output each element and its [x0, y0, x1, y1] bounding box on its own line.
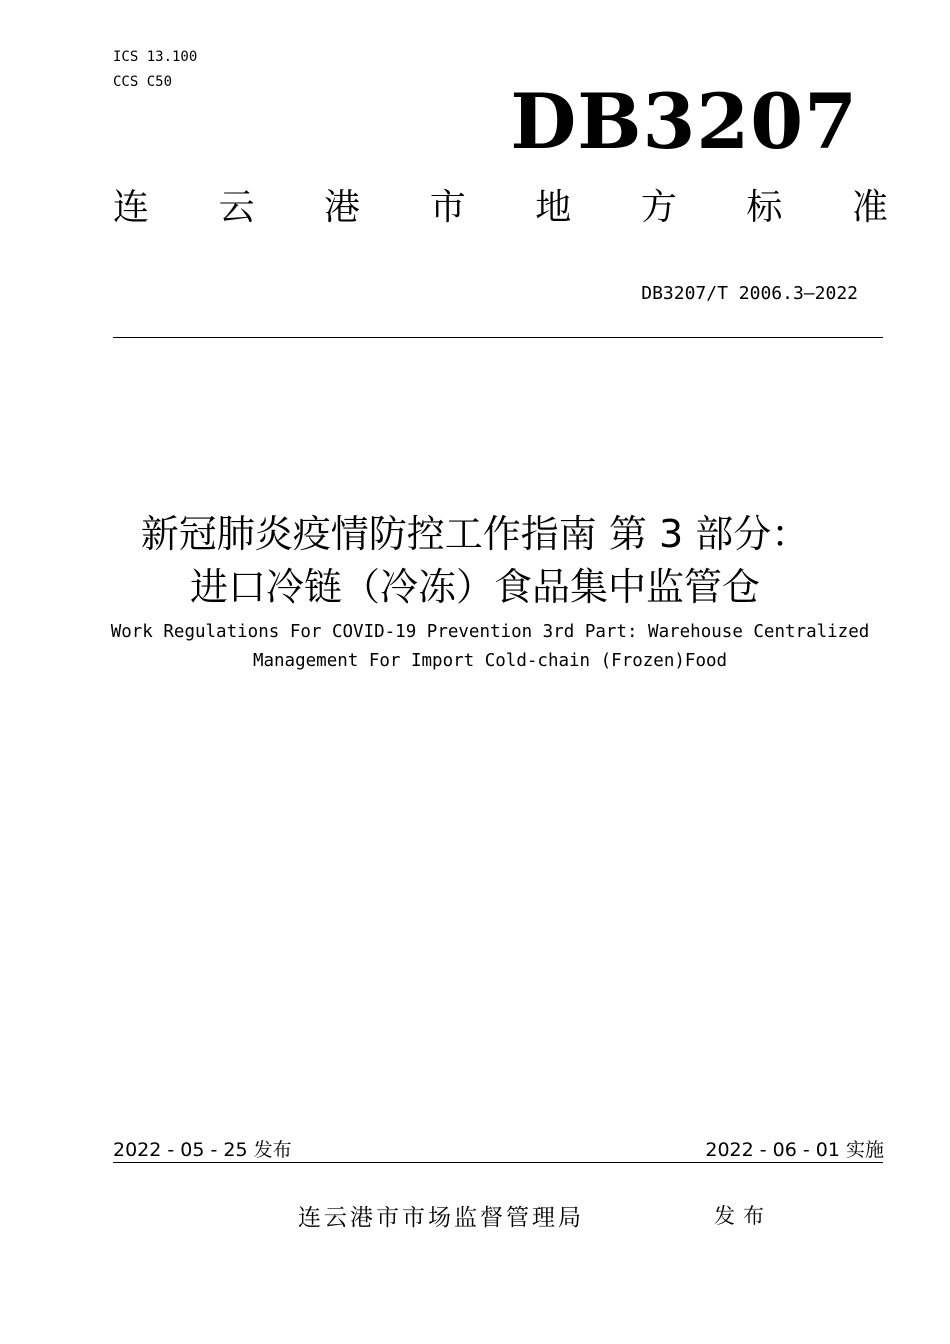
standard-type-char: 标 [746, 187, 783, 228]
english-title-line-2: Management For Import Cold-chain (Frozen)Food [252, 651, 728, 671]
publish-date: 2022 - 05 - 25 发布 [113, 1139, 292, 1161]
ics-code: ICS 13.100 [113, 49, 198, 65]
standard-type [113, 186, 888, 230]
standard-code: DB3207 [510, 77, 858, 166]
header-divider [113, 337, 883, 338]
english-title-line-1: Work Regulations For COVID-19 Prevention 3rd Part: Warehouse Centralized [110, 622, 870, 642]
standard-type-char: 地 [535, 187, 572, 228]
standard-type-char: 云 [218, 187, 255, 228]
standard-type-char: 准 [851, 187, 888, 228]
issuing-authority: 连云港市市场监督管理局 [298, 1205, 584, 1231]
implementation-date: 2022 - 06 - 01 实施 [705, 1139, 884, 1161]
chinese-title [0, 508, 950, 614]
standard-type-char: 市 [429, 187, 466, 228]
chinese-title-line-1: 新冠肺炎疫情防控工作指南 第 3 部分： [140, 512, 810, 556]
issue-label: 发布 [714, 1204, 772, 1228]
english-title [0, 618, 950, 676]
standard-number: DB3207/T 2006.3—2022 [641, 283, 858, 304]
chinese-title-line-2: 进口冷链（冷冻）食品集中监管仓 [189, 565, 760, 609]
footer-divider [113, 1162, 883, 1163]
standard-type-char: 港 [324, 187, 361, 228]
ccs-code: CCS C50 [113, 74, 173, 90]
standard-type-char: 连 [113, 187, 150, 228]
standard-type-char: 方 [640, 187, 677, 228]
